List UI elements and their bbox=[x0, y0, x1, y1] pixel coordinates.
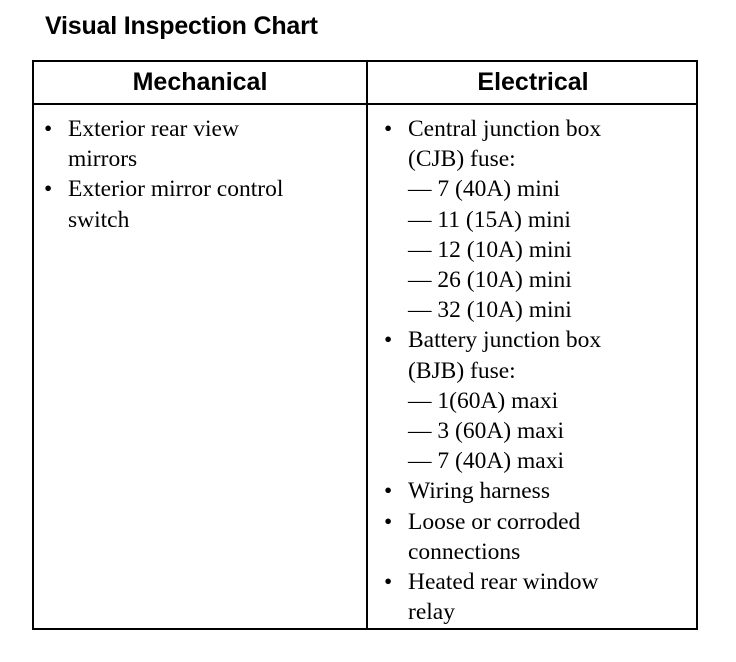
mechanical-column-header: Mechanical bbox=[132, 68, 268, 96]
list-item-text: Wiring harness bbox=[408, 478, 550, 505]
column-divider bbox=[366, 62, 368, 628]
list-item-text: Heated rear window bbox=[408, 569, 599, 596]
list-item bbox=[384, 325, 689, 476]
list-item bbox=[44, 174, 359, 234]
fuse-sub-item: — 3 (60A) maxi bbox=[408, 418, 564, 445]
list-item-text: connections bbox=[408, 538, 521, 565]
fuse-sub-item: — 7 (40A) mini bbox=[408, 176, 561, 203]
list-item bbox=[384, 507, 689, 567]
bullet-icon: • bbox=[384, 569, 393, 596]
bullet-icon: • bbox=[44, 116, 53, 142]
bullet-icon: • bbox=[384, 116, 393, 142]
page-title: Visual Inspection Chart bbox=[45, 12, 318, 40]
mechanical-column-body bbox=[44, 114, 359, 235]
list-item bbox=[384, 476, 689, 506]
list-item-text: Exterior rear view bbox=[68, 116, 239, 142]
bullet-icon: • bbox=[384, 327, 393, 354]
list-item bbox=[44, 114, 359, 174]
list-item-text: Exterior mirror control bbox=[68, 176, 284, 203]
table-header-row bbox=[34, 62, 696, 105]
list-item-text: Loose or corroded bbox=[408, 508, 581, 535]
electrical-column-body bbox=[384, 114, 689, 627]
list-item-text: Central junction box bbox=[408, 116, 602, 142]
list-item bbox=[384, 567, 689, 627]
fuse-sub-item: — 12 (10A) mini bbox=[408, 236, 572, 263]
list-item-text: (CJB) fuse: bbox=[408, 146, 516, 173]
bullet-icon: • bbox=[384, 478, 393, 505]
fuse-sub-item: — 26 (10A) mini bbox=[408, 267, 572, 294]
list-item-text: relay bbox=[408, 599, 455, 626]
list-item bbox=[384, 114, 689, 325]
list-item-text: (BJB) fuse: bbox=[408, 357, 516, 384]
fuse-sub-item: — 11 (15A) mini bbox=[408, 206, 571, 233]
bullet-icon: • bbox=[384, 508, 393, 535]
list-item-text: mirrors bbox=[68, 146, 138, 173]
fuse-sub-item: — 1(60A) maxi bbox=[408, 387, 559, 414]
bullet-icon: • bbox=[44, 176, 53, 203]
list-item-text: Battery junction box bbox=[408, 327, 602, 354]
inspection-table bbox=[32, 60, 698, 630]
electrical-column-header: Electrical bbox=[477, 68, 589, 96]
fuse-sub-item: — 7 (40A) maxi bbox=[408, 448, 564, 475]
fuse-sub-item: — 32 (10A) mini bbox=[408, 297, 572, 324]
list-item-text: switch bbox=[68, 206, 130, 233]
